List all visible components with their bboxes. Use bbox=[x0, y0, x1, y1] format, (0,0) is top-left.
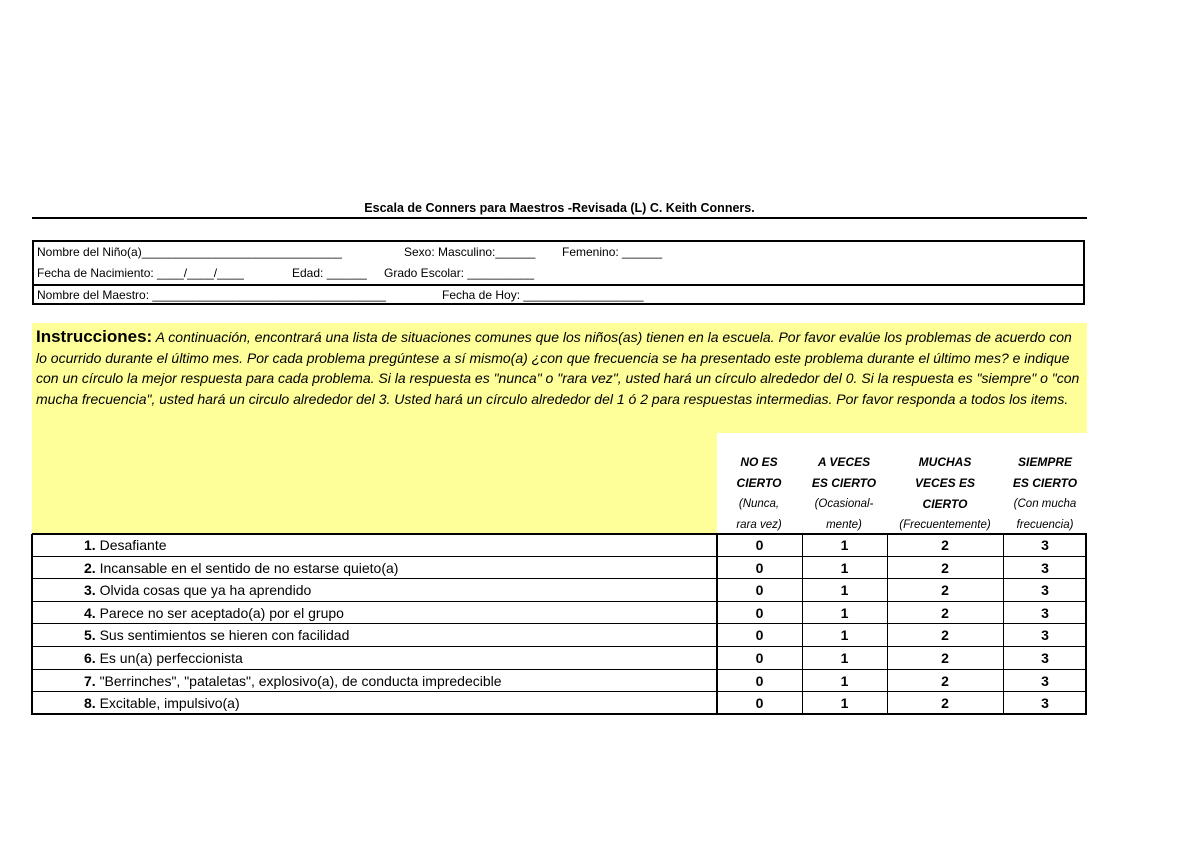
rating-option-0[interactable]: 0 bbox=[755, 650, 764, 666]
header-highlight bbox=[32, 433, 717, 534]
item-number: 2. bbox=[84, 559, 96, 576]
rating-option-2[interactable]: 2 bbox=[941, 695, 949, 712]
rating-option-0[interactable]: 0 bbox=[755, 695, 764, 712]
item-label bbox=[84, 534, 167, 556]
item-text: Es un(a) perfeccionista bbox=[95, 650, 243, 666]
rating-option-2[interactable]: 2 bbox=[941, 650, 949, 666]
rating-option-0[interactable]: 0 bbox=[755, 604, 764, 621]
rating-option-1[interactable]: 1 bbox=[840, 650, 849, 666]
instructions-lead: Instrucciones: bbox=[36, 327, 153, 346]
rating-option-0[interactable]: 0 bbox=[755, 672, 764, 689]
info-row-name bbox=[34, 242, 1083, 263]
title-divider bbox=[32, 217, 1087, 219]
table-row bbox=[32, 534, 1087, 557]
instructions bbox=[36, 327, 1086, 409]
rating-option-2[interactable]: 2 bbox=[941, 604, 949, 621]
table-top-border bbox=[32, 533, 1087, 535]
student-info-box bbox=[32, 240, 1085, 305]
item-number: 4. bbox=[84, 604, 96, 621]
sex-female-field[interactable]: Femenino: ______ bbox=[562, 245, 663, 259]
table-right-border bbox=[1085, 534, 1087, 715]
table-row bbox=[32, 692, 1087, 715]
column-header-2: MUCHAS VECES ES CIERTO (Frecuentemente) bbox=[899, 455, 991, 531]
rating-option-1[interactable]: 1 bbox=[840, 695, 849, 712]
items-table bbox=[32, 534, 1087, 720]
rating-option-1[interactable]: 1 bbox=[840, 559, 849, 576]
column-header-0: NO ES CIERTO (Nunca, rara vez) bbox=[736, 455, 782, 531]
document-title: Escala de Conners para Maestros -Revisada (L) C. Keith Conners. bbox=[364, 201, 755, 215]
birth-date-field[interactable]: Fecha de Nacimiento: ____/____/____ bbox=[37, 266, 244, 280]
item-label bbox=[84, 624, 349, 646]
item-label bbox=[84, 670, 502, 692]
item-number: 5. bbox=[84, 627, 96, 644]
sex-male-field[interactable]: Sexo: Masculino:______ bbox=[404, 245, 536, 259]
rating-option-1[interactable]: 1 bbox=[840, 604, 849, 621]
rating-option-3[interactable]: 3 bbox=[1041, 650, 1049, 666]
item-text: "Berrinches", "pataletas", explosivo(a), de conducta impredecible bbox=[95, 672, 502, 689]
rating-option-3[interactable]: 3 bbox=[1041, 627, 1049, 644]
item-text: Sus sentimientos se hieren con facilidad bbox=[95, 627, 350, 644]
rating-option-0[interactable]: 0 bbox=[755, 582, 764, 599]
rating-option-2[interactable]: 2 bbox=[941, 672, 949, 689]
rating-option-1[interactable]: 1 bbox=[840, 672, 849, 689]
table-row bbox=[32, 602, 1087, 625]
item-label bbox=[84, 579, 311, 601]
rating-option-2[interactable]: 2 bbox=[941, 537, 949, 553]
table-row bbox=[32, 624, 1087, 647]
table-divider bbox=[716, 534, 718, 715]
info-row-teacher bbox=[34, 284, 1083, 305]
item-number: 6. bbox=[84, 650, 96, 666]
item-text: Excitable, impulsivo(a) bbox=[95, 695, 240, 712]
rating-option-2[interactable]: 2 bbox=[941, 582, 949, 599]
item-text: Parece no ser aceptado(a) por el grupo bbox=[95, 604, 344, 621]
column-divider bbox=[887, 534, 888, 715]
instructions-text: A continuación, encontrará una lista de situaciones comunes que los niños(as) tienen en la escuela. Por favor evalúe los problemas de acuerdo con lo ocurrido durante el último mes. Por cada problema pregúntese a sí mismo(a) ¿con que frecuencia se ha presentado este problema durante el último mes? e indique con un círculo la mejor respuesta para cada problema. Si la respuesta es "nunca" o "rara vez", usted hará un círculo alrededor del 0. Si la respuesta es "siempre" o "con mucha frecuencia", usted hará un circulo alrededor del 3. Usted hará un círculo alrededor del 1 ó 2 para respuestas intermedias. Por favor responda a todos los items. bbox=[36, 329, 1080, 407]
item-number: 7. bbox=[84, 672, 96, 689]
table-row bbox=[32, 579, 1087, 602]
rating-option-3[interactable]: 3 bbox=[1041, 582, 1049, 599]
column-header-3: SIEMPRE ES CIERTO (Con mucha frecuencia) bbox=[1012, 455, 1078, 531]
rating-option-3[interactable]: 3 bbox=[1041, 695, 1049, 712]
rating-option-0[interactable]: 0 bbox=[755, 559, 764, 576]
item-number: 3. bbox=[84, 582, 96, 599]
teacher-name-field[interactable]: Nombre del Maestro: ___________________________________ bbox=[37, 288, 386, 302]
child-name-field[interactable]: Nombre del Niño(a)______________________________ bbox=[37, 245, 342, 259]
column-divider bbox=[802, 534, 803, 715]
table-left-border bbox=[31, 534, 33, 715]
item-label bbox=[84, 692, 240, 714]
item-label bbox=[84, 647, 243, 669]
grade-field[interactable]: Grado Escolar: __________ bbox=[384, 266, 535, 280]
rating-option-1[interactable]: 1 bbox=[840, 537, 849, 553]
item-label bbox=[84, 602, 344, 624]
rating-option-0[interactable]: 0 bbox=[755, 537, 764, 553]
table-row bbox=[32, 647, 1087, 670]
rating-option-1[interactable]: 1 bbox=[840, 582, 849, 599]
rating-option-3[interactable]: 3 bbox=[1041, 537, 1049, 553]
today-date-field[interactable]: Fecha de Hoy: __________________ bbox=[442, 288, 644, 302]
item-text: Olvida cosas que ya ha aprendido bbox=[95, 582, 312, 599]
rating-option-3[interactable]: 3 bbox=[1041, 672, 1049, 689]
info-row-birth bbox=[34, 263, 1083, 284]
item-text: Incansable en el sentido de no estarse quieto(a) bbox=[95, 559, 399, 576]
age-field[interactable]: Edad: ______ bbox=[292, 266, 367, 280]
rating-option-2[interactable]: 2 bbox=[941, 559, 949, 576]
item-text: Desafiante bbox=[95, 537, 167, 553]
item-number: 8. bbox=[84, 695, 96, 712]
column-header-1: A VECES ES CIERTO (Ocasional- mente) bbox=[811, 455, 877, 531]
rating-option-2[interactable]: 2 bbox=[941, 627, 949, 644]
column-divider bbox=[1003, 534, 1004, 715]
item-label bbox=[84, 557, 398, 579]
table-row bbox=[32, 670, 1087, 693]
item-number: 1. bbox=[84, 537, 96, 553]
rating-option-3[interactable]: 3 bbox=[1041, 604, 1049, 621]
rating-option-3[interactable]: 3 bbox=[1041, 559, 1049, 576]
table-row bbox=[32, 557, 1087, 580]
rating-option-1[interactable]: 1 bbox=[840, 627, 849, 644]
rating-option-0[interactable]: 0 bbox=[755, 627, 764, 644]
